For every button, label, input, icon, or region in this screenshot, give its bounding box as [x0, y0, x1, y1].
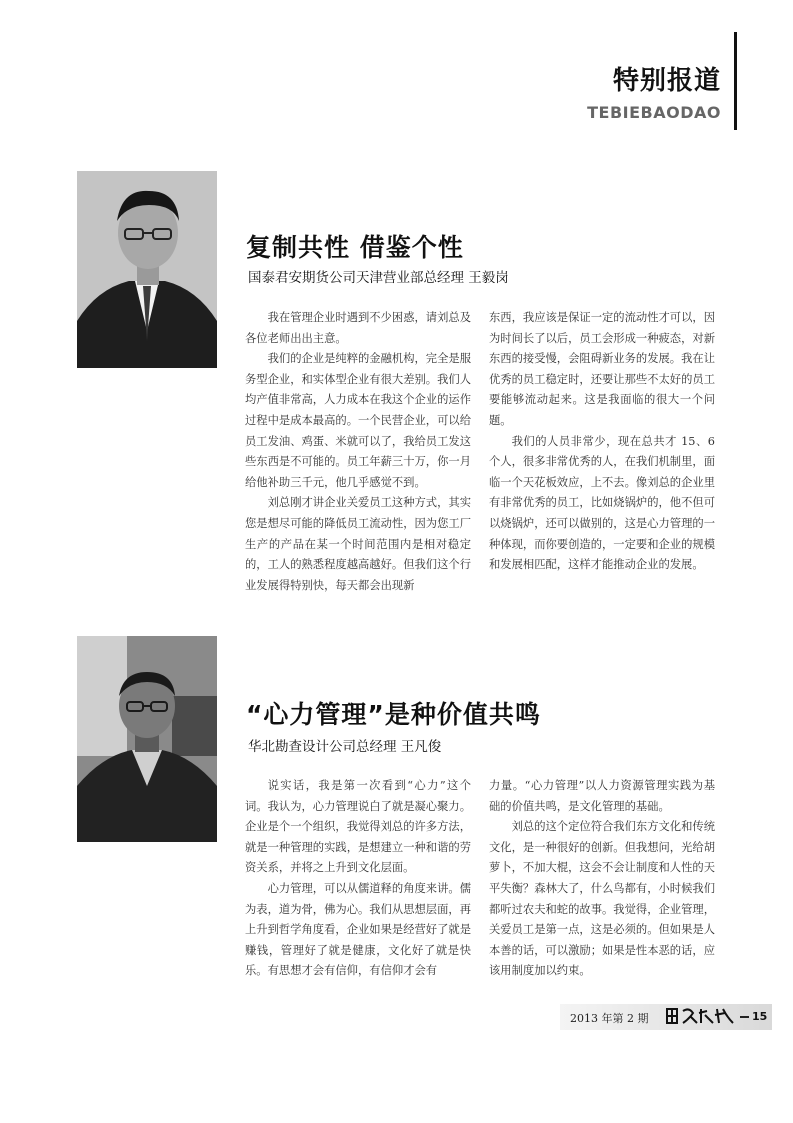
article1-title: 复制共性 借鉴个性 — [246, 233, 464, 262]
footer-dash — [740, 1016, 749, 1018]
article1-byline: 国泰君安期货公司天津营业部总经理 王毅岗 — [248, 270, 509, 286]
article2-right-column — [489, 776, 715, 982]
portrait-photo-2 — [77, 636, 217, 842]
article2-title: “心力管理”是种价值共鸣 — [246, 700, 541, 729]
section-subtitle: TEBIEBAODAO — [587, 103, 721, 122]
paragraph: 力量。“心力管理”以人力资源管理实践为基础的价值共鸣，是文化管理的基础。 — [489, 779, 715, 813]
footer-issue: 2013 年第 2 期 — [570, 1012, 649, 1025]
header-divider — [734, 32, 737, 130]
paragraph: 刘总刚才讲企业关爱员工这种方式，其实您是想尽可能的降低员工流动性，因为您工厂生产的产品在某一个时间范围内是相对稳定的，工人的熟悉程度越高越好。但我们这个行业发展得特别快，每天都会出现新 — [245, 496, 471, 592]
section-title: 特别报道 — [612, 66, 721, 96]
page-number: 15 — [752, 1010, 768, 1023]
paragraph: 东西，我应该是保证一定的流动性才可以，因为时间长了以后，员工会形成一种疲态，对新东西的接受慢，会阻碍新业务的发展。我在让优秀的员工稳定时，还要让那些不太好的员工要能够流动起来。这是我面临的很大一个问题。 — [489, 311, 715, 427]
magazine-logo-icon — [663, 1005, 743, 1027]
paragraph: 我在管理企业时遇到不少困惑，请刘总及各位老师出出主意。 — [245, 311, 471, 345]
paragraph: 我们的人员非常少，现在总共才 15、6 个人，很多非常优秀的人，在我们机制里，面临一个天花板效应，上不去。像刘总的企业里有非常优秀的员工，比如烧锅炉的，他不但可以烧锅炉，还可以做别的，这是心力管理的一种体现，而你要创造的，一定要和企业的规模和发展相匹配，这样才能推动企业的发展。 — [489, 434, 715, 572]
article2-left-column — [245, 776, 471, 982]
paragraph: 刘总的这个定位符合我们东方文化和传统文化，是一种很好的创新。但我想问，光给胡萝卜，不加大棍，这会不会让制度和人性的天平失衡？森林大了，什么鸟都有，小时候我们都听过农夫和蛇的故事。我觉得，企业管理，关爱员工是第一点，这是必须的。但如果是人本善的话，可以激励；如果是性本恶的话，应该用制度加以约束。 — [489, 820, 715, 978]
article2-byline: 华北勘查设计公司总经理 王凡俊 — [248, 739, 442, 755]
paragraph: 说实话，我是第一次看到“心力”这个词。我认为，心力管理说白了就是凝心聚力。企业是个一个组织，我觉得刘总的许多方法，就是一种管理的实践，是想建立一种和谐的劳资关系，并将之上升到文化层面。 — [245, 779, 471, 875]
portrait-photo-1 — [77, 171, 217, 368]
article1-left-column — [245, 308, 471, 596]
paragraph: 心力管理，可以从儒道释的角度来讲。儒为表，道为骨，佛为心。我们从思想层面，再上升到哲学角度看，企业如果是经营好了就是赚钱，管理好了就是健康，文化好了就是快乐。有思想才会有信仰，有信仰才会有 — [245, 881, 471, 978]
article1-right-column — [489, 308, 715, 576]
paragraph: 我们的企业是纯粹的金融机构，完全是服务型企业，和实体型企业有很大差别。我们人均产值非常高，人力成本在我这个企业的运作过程中是成本最高的。一个民营企业，可以给员工发油、鸡蛋、米就可以了，我给员工发这些东西是不可能的。员工年薪三十万，你一月给他补助三千元，他几乎感觉不到。 — [245, 352, 471, 489]
